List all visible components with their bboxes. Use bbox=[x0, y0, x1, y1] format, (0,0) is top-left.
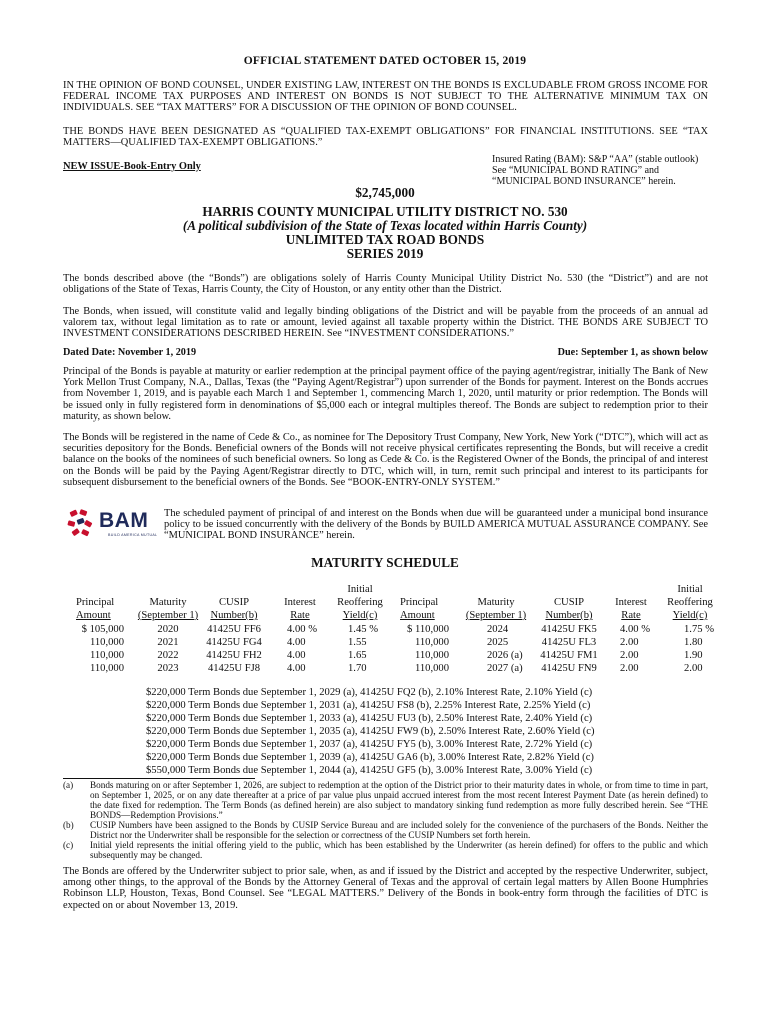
header-cusip-right bbox=[538, 596, 600, 622]
maturity-cell: 110,000 bbox=[89, 663, 124, 674]
maturity-table bbox=[0, 580, 770, 690]
left-amount-column bbox=[68, 623, 124, 675]
header-cusip bbox=[204, 596, 264, 622]
header-maturity-line2: (September 1) bbox=[137, 610, 199, 621]
header-cusip-right-line1: CUSIP bbox=[553, 597, 585, 608]
footnote-key-c: (c) bbox=[63, 840, 74, 850]
maturity-cell: 41425U FG4 bbox=[206, 637, 262, 648]
header-maturity-right bbox=[463, 596, 529, 622]
maturity-cell: 41425U FH2 bbox=[206, 650, 262, 661]
maturity-cell: 1.80 bbox=[684, 637, 703, 648]
maturity-cell: 110,000 bbox=[414, 637, 449, 648]
header-interest-right-line1: Interest bbox=[615, 597, 647, 608]
header-interest-line2: Rate bbox=[290, 610, 310, 621]
header-yield bbox=[334, 583, 386, 622]
new-issue-label: NEW ISSUE-Book-Entry Only bbox=[63, 161, 201, 172]
rating-line-2: See “MUNICIPAL BOND RATING” and bbox=[492, 164, 660, 176]
maturity-cell: 1.90 bbox=[684, 650, 703, 661]
right-rate-column bbox=[620, 623, 660, 675]
maturity-cell: 41425U FK5 bbox=[541, 624, 597, 635]
header-interest-line1: Interest bbox=[284, 597, 316, 608]
bond-series: SERIES 2019 bbox=[346, 246, 424, 261]
term-bond-row: $220,000 Term Bonds due September 1, 2029 (a), 41425U FQ2 (b), 2.10% Interest Rate, 2.10% Yield (c) bbox=[146, 687, 593, 698]
maturity-cell: 4.00 bbox=[287, 663, 306, 674]
footnote-key-b: (b) bbox=[63, 820, 74, 830]
term-bond-row: $220,000 Term Bonds due September 1, 2037 (a), 41425U FY5 (b), 3.00% Interest Rate, 2.72% Yield (c) bbox=[146, 739, 593, 750]
maturity-cell: 4.00 % bbox=[620, 624, 651, 635]
right-cusip-column bbox=[538, 623, 600, 675]
header-yield-right bbox=[664, 583, 716, 622]
term-bond-row: $220,000 Term Bonds due September 1, 2031 (a), 41425U FS8 (b), 2.25% Interest Rate, 2.25% Yield (c) bbox=[146, 700, 591, 711]
header-cusip-line1: CUSIP bbox=[218, 597, 250, 608]
header-yield-right-line2: Reoffering bbox=[667, 597, 713, 608]
header-yield-line2: Reoffering bbox=[337, 597, 383, 608]
maturity-cell: 2027 (a) bbox=[487, 663, 523, 674]
footnote-b: CUSIP Numbers have been assigned to the Bonds by CUSIP Service Bureau and are included solely for the convenience of the purchasers of the Bonds. Neither the District nor the Underwriter shall be responsible for the selection or correctness of the CUSIP Numbers set forth herein. bbox=[90, 820, 708, 840]
maturity-cell: 2023 bbox=[157, 663, 179, 674]
maturity-cell: 4.00 bbox=[287, 650, 306, 661]
maturity-cell: 4.00 % bbox=[287, 624, 318, 635]
maturity-cell: 1.55 bbox=[348, 637, 367, 648]
maturity-cell: 2021 bbox=[157, 637, 179, 648]
maturity-cell: $ 110,000 bbox=[407, 624, 449, 635]
header-cusip-line2: Number(b) bbox=[210, 610, 258, 621]
maturity-cell: 1.70 bbox=[348, 663, 367, 674]
maturity-schedule-title: MATURITY SCHEDULE bbox=[311, 555, 459, 570]
header-principal-right-line2: Amount bbox=[400, 610, 435, 621]
maturity-cell: $ 105,000 bbox=[81, 624, 124, 635]
rating-block bbox=[492, 155, 722, 188]
principal-payment-paragraph: Principal of the Bonds is payable at maturity or earlier redemption at the principal payment office of the paying agent/registrar, initially The Bank of New York Mellon Trust Company, N.A., Dallas, Texas (the “Paying Agent/Registrar”) upon surrender of the Bonds for payment. Interest on the Bonds accrues from November 1, 2019, and is payable each March 1 and September 1, commencing March 1, 2020, until maturity or prior redemption. The Bonds will be issued only in fully registered form in denominations of $5,000 each or integral multiples thereof. The Bonds are subject to redemption prior to their maturity, as shown below. bbox=[63, 366, 708, 422]
term-bonds-list bbox=[146, 686, 595, 777]
issue-amount: $2,745,000 bbox=[355, 185, 415, 200]
maturity-cell: 2025 bbox=[487, 637, 509, 648]
dated-date: Dated Date: November 1, 2019 bbox=[63, 347, 197, 358]
header-maturity-right-line2: (September 1) bbox=[465, 610, 527, 621]
left-year-column bbox=[136, 623, 200, 675]
maturity-cell: 2.00 bbox=[620, 650, 639, 661]
header-principal-right bbox=[400, 596, 438, 622]
maturity-cell: 2026 (a) bbox=[487, 650, 523, 661]
maturity-cell: 1.45 % bbox=[348, 624, 379, 635]
maturity-cell: 41425U FL3 bbox=[541, 637, 597, 648]
right-amount-column bbox=[392, 623, 449, 675]
bond-type: UNLIMITED TAX ROAD BONDS bbox=[285, 232, 485, 247]
header-principal-line1: Principal bbox=[76, 597, 115, 608]
maturity-cell: 110,000 bbox=[89, 650, 124, 661]
due-date: Due: September 1, as shown below bbox=[557, 347, 708, 358]
term-bond-row: $220,000 Term Bonds due September 1, 2039 (a), 41425U GA6 (b), 3.00% Interest Rate, 2.82% Yield (c) bbox=[146, 752, 594, 763]
right-yield-column bbox=[684, 623, 724, 675]
maturity-cell: 2020 bbox=[157, 624, 179, 635]
header-yield-line1: Initial bbox=[347, 584, 373, 595]
left-yield-column bbox=[348, 623, 388, 675]
maturity-cell: 2.00 bbox=[620, 637, 639, 648]
header-yield-right-line1: Initial bbox=[677, 584, 703, 595]
maturity-cell: 2.00 bbox=[620, 663, 639, 674]
footnote-key-a: (a) bbox=[63, 780, 74, 790]
header-maturity-line1: Maturity bbox=[149, 597, 187, 608]
maturity-cell: 110,000 bbox=[414, 663, 449, 674]
header-interest-right-line2: Rate bbox=[621, 610, 641, 621]
maturity-cell: 2.00 bbox=[684, 663, 703, 674]
bam-logo bbox=[66, 508, 156, 540]
statement-date-title: OFFICIAL STATEMENT DATED OCTOBER 15, 2019 bbox=[243, 55, 527, 67]
header-interest bbox=[280, 596, 320, 622]
term-bond-row: $550,000 Term Bonds due September 1, 2044 (a), 41425U GF5 (b), 3.00% Interest Rate, 3.00% Yield (c) bbox=[146, 765, 593, 776]
header-principal-right-line1: Principal bbox=[400, 597, 439, 608]
bam-logo-subtext: BUILD AMERICA MUTUAL bbox=[108, 533, 158, 537]
registration-paragraph: The Bonds will be registered in the name of Cede & Co., as nominee for The Depository Trust Company, New York, New York (“DTC”), which will act as securities depository for the Bonds. Beneficial owners of the Bonds will not receive physical certificates representing the Bonds, but will receive a credit balance on the books of the nominees of such beneficial owners. So long as Cede & Co. is the Registered Owner of the Bonds, the principal of and interest on the Bonds will be paid by the Paying Agent/Registrar directly to DTC, which will, in turn, remit such principal and interest to its participants for subsequent disbursement to the beneficial owners of the Bonds. See “BOOK-ENTRY-ONLY SYSTEM.” bbox=[63, 432, 708, 488]
issuer-heading bbox=[0, 205, 770, 261]
issuer-name: HARRIS COUNTY MUNICIPAL UTILITY DISTRICT NO. 530 bbox=[202, 204, 568, 219]
header-principal bbox=[76, 596, 114, 622]
maturity-cell: 2024 bbox=[487, 624, 509, 635]
header-yield-right-line3: Yield(c) bbox=[672, 610, 708, 621]
issuer-subtitle: (A political subdivision of the State of Texas located within Harris County) bbox=[182, 218, 588, 233]
footnote-a: Bonds maturing on or after September 1, 2026, are subject to redemption at the option of the District prior to their maturity dates in whole, or from time to time in part, on September 1, 2025, or on any date thereafter at a price of par value plus unpaid accrued interest from the most recent Interest Payment Date (as herein defined) to the date fixed for redemption. The Term Bonds (as defined herein) are also subject to mandatory sinking fund redemption as more fully described herein. See “THE BONDS—Redemption Provisions.” bbox=[90, 780, 708, 820]
maturity-cell: 110,000 bbox=[89, 637, 124, 648]
header-principal-line2: Amount bbox=[76, 610, 111, 621]
valid-obligations-paragraph: The Bonds, when issued, will constitute valid and legally binding obligations of the District and will be payable from the proceeds of an annual ad valorem tax, without legal limitation as to rate or amount, levied against all taxable property within the District. THE BONDS ARE SUBJECT TO INVESTMENT CONSIDERATIONS DESCRIBED HEREIN. See “INVESTMENT CONSIDERATIONS.” bbox=[63, 306, 708, 340]
bam-insurance-paragraph: The scheduled payment of principal of and interest on the Bonds when due will be guaranteed under a municipal bond insurance policy to be issued concurrently with the delivery of the Bonds by BUILD AMERICA MUTUAL ASSURANCE COMPANY. See “MUNICIPAL BOND INSURANCE” herein. bbox=[164, 508, 708, 542]
footnote-c: Initial yield represents the initial offering yield to the public, which has been established by the Underwriter (as herein defined) for offers to the public and which subsequently may be changed. bbox=[90, 840, 708, 860]
header-maturity bbox=[136, 596, 200, 622]
maturity-cell: 41425U FN9 bbox=[541, 663, 597, 674]
rating-line-1: Insured Rating (BAM): S&P “AA” (stable outlook) bbox=[492, 154, 699, 165]
left-cusip-column bbox=[204, 623, 264, 675]
term-bond-row: $220,000 Term Bonds due September 1, 2033 (a), 41425U FU3 (b), 2.50% Interest Rate, 2.40% Yield (c) bbox=[146, 713, 593, 724]
header-interest-right bbox=[611, 596, 651, 622]
rating-line-3: “MUNICIPAL BOND INSURANCE” herein. bbox=[492, 175, 676, 187]
header-maturity-right-line1: Maturity bbox=[477, 597, 515, 608]
header-cusip-right-line2: Number(b) bbox=[545, 610, 593, 621]
footnote-divider bbox=[63, 778, 255, 779]
maturity-cell: 1.65 bbox=[348, 650, 367, 661]
maturity-cell: 2022 bbox=[157, 650, 179, 661]
maturity-cell: 41425U FM1 bbox=[540, 650, 598, 661]
maturity-cell: 4.00 bbox=[287, 637, 306, 648]
maturity-cell: 1.75 % bbox=[684, 624, 715, 635]
term-bond-row: $220,000 Term Bonds due September 1, 2035 (a), 41425U FW9 (b), 2.50% Interest Rate, 2.60% Yield (c) bbox=[146, 726, 595, 737]
tax-opinion-paragraph: IN THE OPINION OF BOND COUNSEL, UNDER EXISTING LAW, INTEREST ON THE BONDS IS EXCLUDABLE FROM GROSS INCOME FOR FEDERAL INCOME TAX PURPOSES AND INTEREST ON BONDS IS NOT SUBJECT TO THE ALTERNATIVE MINIMUM TAX ON INDIVIDUALS. SEE “TAX MATTERS” FOR A DISCUSSION OF THE OPINION OF BOND COUNSEL. bbox=[63, 80, 708, 114]
underwriter-offer-paragraph: The Bonds are offered by the Underwriter subject to prior sale, when, as and if issued by the District and accepted by the respective Underwriter, subject, among other things, to the approval of the Bonds by the Attorney General of Texas and the approval of certain legal matters by Allen Boone Humphries Robinson LLP, Houston, Texas, Bond Counsel. See “LEGAL MATTERS.” Delivery of the Bonds in book-entry form through the facilities of DTC is expected on or about November 13, 2019. bbox=[63, 866, 708, 911]
maturity-cell: 41425U FJ8 bbox=[207, 663, 261, 674]
left-rate-column bbox=[287, 623, 327, 675]
header-yield-line3: Yield(c) bbox=[342, 610, 378, 621]
bonds-description-paragraph: The bonds described above (the “Bonds”) are obligations solely of Harris County Municipal Utility District No. 530 (the “District”) and are not obligations of the State of Texas, Harris County, the City of Houston, or any entity other than the District. bbox=[63, 273, 708, 296]
bam-logo-text: BAM bbox=[99, 509, 149, 532]
designation-paragraph: THE BONDS HAVE BEEN DESIGNATED AS “QUALIFIED TAX-EXEMPT OBLIGATIONS” FOR FINANCIAL INSTITUTIONS. SEE “TAX MATTERS—QUALIFIED TAX-EXEMPT OBLIGATIONS.” bbox=[63, 126, 708, 149]
maturity-cell: 41425U FF6 bbox=[207, 624, 261, 635]
maturity-cell: 110,000 bbox=[414, 650, 449, 661]
